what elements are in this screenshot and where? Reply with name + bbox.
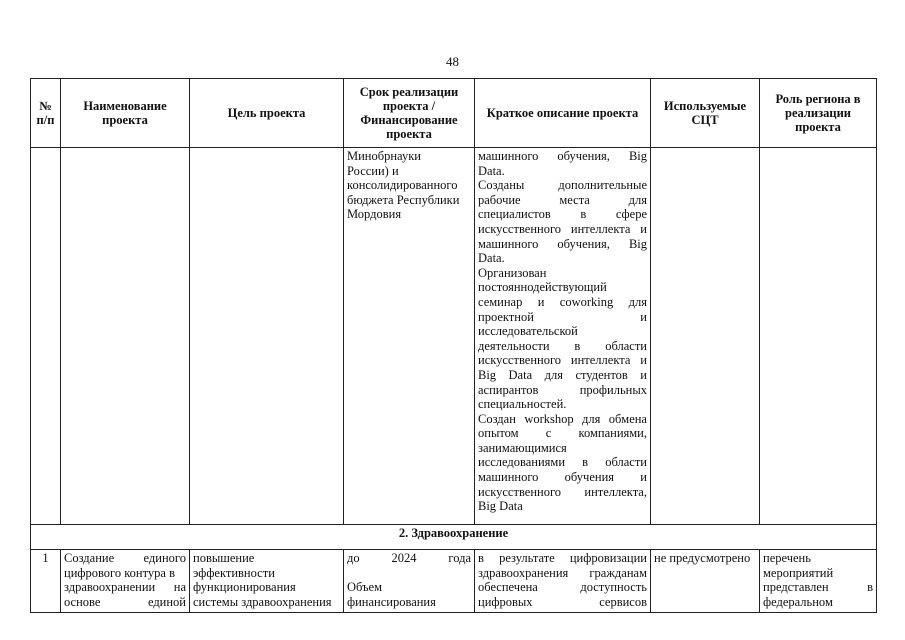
cell-line: [347, 566, 471, 581]
cell-line: в результате цифровизации: [478, 551, 647, 565]
term-line: бюджета Республики: [347, 192, 460, 207]
cell-line: не предусмотрено: [654, 551, 751, 565]
description-line: семинар и coworking для: [478, 294, 647, 309]
description-line: искусственного интеллекта и: [478, 221, 647, 236]
cell-line: представлен в: [763, 580, 873, 595]
cell-name: [61, 148, 190, 525]
header-description: Краткое описание проекта: [475, 79, 651, 148]
description-line: исследовательской: [478, 324, 578, 339]
section-row: [31, 525, 877, 550]
cell-line: здравоохранении на: [64, 580, 186, 595]
description-line: машинного обучения, Big: [478, 236, 647, 251]
cell-line: федеральном: [763, 594, 833, 609]
term-line: Минобрнауки: [347, 149, 421, 163]
description-line: деятельности в области: [478, 338, 647, 353]
cell-line: цифровых сервисов: [478, 594, 647, 609]
description-line: Созданы дополнительные: [478, 178, 647, 193]
term-line: России) и: [347, 163, 399, 178]
description-line: проектной и: [478, 309, 647, 324]
header-name: Наименование проекта: [61, 79, 190, 148]
cell-line: повышение: [193, 551, 255, 565]
row-name: [61, 550, 190, 613]
header-region-role: Роль региона в реализации проекта: [760, 79, 877, 148]
table-row: [31, 550, 877, 613]
cell-region-role: [760, 148, 877, 525]
description-line: Data.: [478, 251, 505, 266]
cell-line: цифрового контура в: [64, 565, 175, 580]
description-line: Data.: [478, 163, 505, 178]
description-line: исследованиями в области: [478, 455, 647, 470]
header-term: Срок реализации проекта / Финансирование проекта: [344, 79, 475, 148]
cell-num: [31, 148, 61, 525]
term-line: консолидированного: [347, 178, 458, 193]
cell-line: Объем: [347, 580, 382, 595]
row-goal: [190, 550, 344, 613]
cell-line: Создание единого: [64, 551, 186, 565]
row-region-role: [760, 550, 877, 613]
cell-line: функционирования: [193, 580, 296, 595]
header-num: № п/п: [31, 79, 61, 148]
cell-line: системы здравоохранения: [193, 594, 332, 609]
page-number: 48: [446, 54, 459, 69]
cell-term: [344, 148, 475, 525]
cell-line: перечень: [763, 551, 811, 565]
description-line: специальностей.: [478, 397, 567, 412]
row-description: [475, 550, 651, 613]
cell-description: [475, 148, 651, 525]
projects-table: [30, 78, 877, 613]
cell-line: до 2024 года: [347, 551, 471, 565]
description-line: Big Data для студентов и: [478, 367, 647, 382]
header-technologies: Используемые СЦТ: [651, 79, 760, 148]
description-line: специалистов в сфере: [478, 207, 647, 222]
cell-line: основе единой: [64, 594, 186, 609]
description-line: рабочие места для: [478, 192, 647, 207]
table-header-row: [31, 79, 877, 148]
row-term: [344, 550, 475, 613]
header-goal: Цель проекта: [190, 79, 344, 148]
cell-line: мероприятий: [763, 565, 834, 580]
description-line: Организован: [478, 265, 547, 280]
description-line: Создан workshop для обмена: [478, 411, 647, 426]
section-title: 2. Здравоохранение: [31, 525, 877, 550]
description-line: машинного обучения и: [478, 470, 647, 485]
cell-goal: [190, 148, 344, 525]
description-line: искусственного интеллекта,: [478, 484, 647, 499]
cell-line: финансирования: [347, 594, 436, 609]
description-line: опытом с компаниями,: [478, 426, 647, 441]
cell-line: эффективности: [193, 565, 275, 580]
description-line: аспирантов профильных: [478, 382, 647, 397]
description-line: постояннодействующий: [478, 280, 607, 295]
cell-technologies: [651, 148, 760, 525]
row-technologies: [651, 550, 760, 613]
row-num: 1: [31, 550, 61, 613]
description-line: искусственного интеллекта и: [478, 353, 647, 368]
cell-line: здравоохранения гражданам: [478, 565, 647, 580]
description-line: занимающимися: [478, 440, 567, 455]
description-line: машинного обучения, Big: [478, 149, 647, 163]
description-line: Big Data: [478, 499, 523, 514]
term-line: Мордовия: [347, 207, 402, 222]
table-row-continued: [31, 148, 877, 525]
cell-line: обеспечена доступность: [478, 580, 647, 595]
